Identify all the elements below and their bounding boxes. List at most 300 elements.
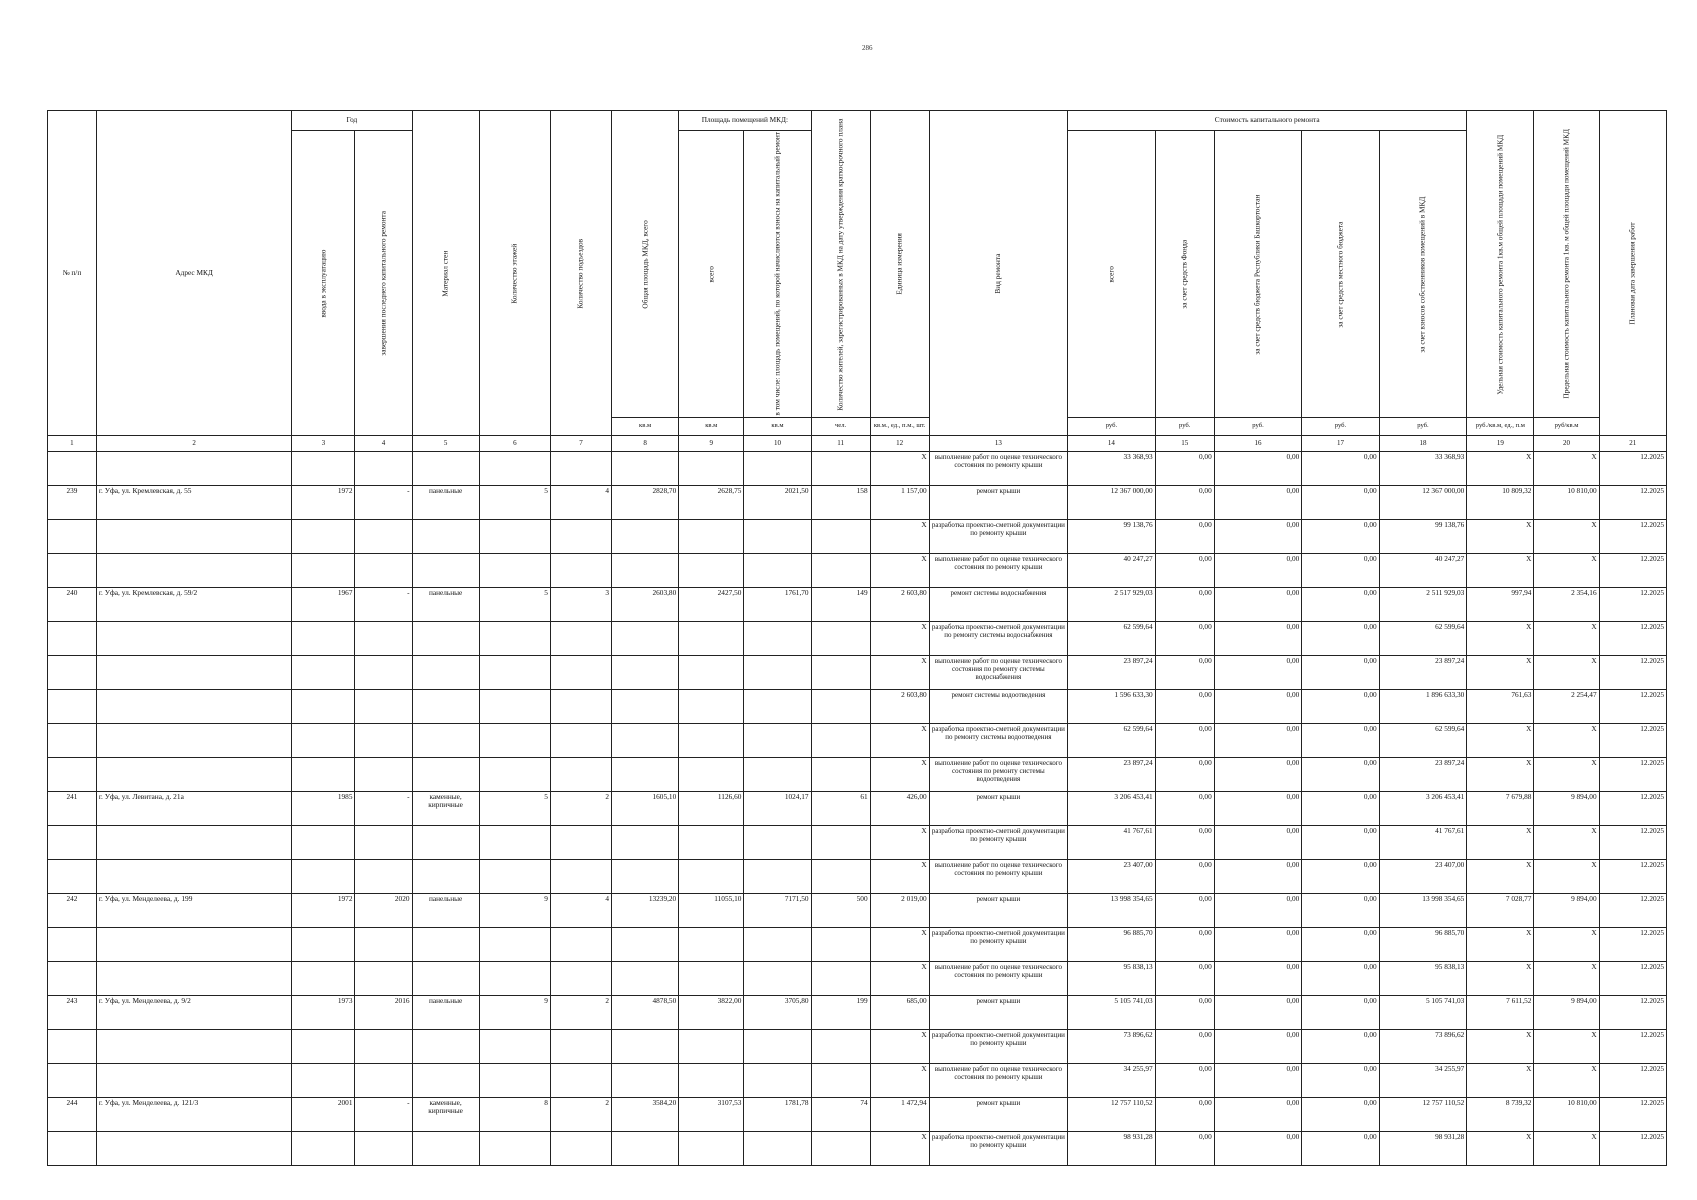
row-volume: 2 603,80	[870, 689, 929, 723]
row-residents-empty	[811, 1029, 870, 1063]
column-number: 12	[870, 435, 929, 451]
row-premises-all-empty	[679, 1063, 744, 1097]
row-cost-local: 0,00	[1302, 553, 1379, 587]
row-year-last-repair-empty	[355, 553, 412, 587]
column-number: 17	[1302, 435, 1379, 451]
row-max-cost: 9 894,00	[1534, 791, 1599, 825]
row-cost-owners: 41 767,61	[1379, 825, 1467, 859]
row-repair-type: ремонт системы водоотведения	[929, 689, 1067, 723]
row-cost-republic: 0,00	[1214, 961, 1302, 995]
row-cost-total: 62 599,64	[1068, 723, 1156, 757]
row-volume: 685,00	[870, 995, 929, 1029]
row-address-empty	[96, 553, 291, 587]
row-cost-local: 0,00	[1302, 859, 1379, 893]
row-entrances-empty	[550, 927, 611, 961]
row-floors-empty	[479, 1131, 550, 1165]
row-premises-living: 3705,80	[744, 995, 811, 1029]
row-repair-type: разработка проектно-сметной документации по ремонту крыши	[929, 1029, 1067, 1063]
row-floors: 5	[479, 791, 550, 825]
row-floors: 9	[479, 893, 550, 927]
row-floors: 8	[479, 1097, 550, 1131]
row-year-built: 1972	[292, 893, 355, 927]
unit-cost-owners: руб.	[1379, 417, 1467, 435]
row-entrances-empty	[550, 825, 611, 859]
row-volume: X	[870, 519, 929, 553]
column-number: 14	[1068, 435, 1156, 451]
row-year-last-repair: -	[355, 791, 412, 825]
header-year-built: ввода в эксплуатацию	[292, 131, 355, 436]
row-address-empty	[96, 927, 291, 961]
unit-total-area: кв.м	[612, 417, 679, 435]
row-cost-fund: 0,00	[1155, 689, 1214, 723]
row-wall-material-empty	[412, 655, 479, 689]
row-specific-cost: X	[1467, 451, 1534, 485]
row-cost-local: 0,00	[1302, 621, 1379, 655]
row-year-built-empty	[292, 655, 355, 689]
row-cost-total: 3 206 453,41	[1068, 791, 1156, 825]
row-specific-cost: X	[1467, 927, 1534, 961]
row-year-built-empty	[292, 961, 355, 995]
row-entrances-empty	[550, 1029, 611, 1063]
row-year-built: 1967	[292, 587, 355, 621]
row-cost-owners: 95 838,13	[1379, 961, 1467, 995]
row-year-last-repair-empty	[355, 519, 412, 553]
row-cost-owners: 5 105 741,03	[1379, 995, 1467, 1029]
row-total-area-empty	[612, 961, 679, 995]
row-total-area-empty	[612, 1131, 679, 1165]
unit-premises-living: кв.м	[744, 417, 811, 435]
row-cost-republic: 0,00	[1214, 1063, 1302, 1097]
row-cost-fund: 0,00	[1155, 1097, 1214, 1131]
column-number: 18	[1379, 435, 1467, 451]
row-specific-cost: X	[1467, 825, 1534, 859]
row-entrances-empty	[550, 723, 611, 757]
row-premises-living: 1024,17	[744, 791, 811, 825]
row-cost-republic: 0,00	[1214, 757, 1302, 791]
row-specific-cost: 761,63	[1467, 689, 1534, 723]
row-max-cost: X	[1534, 825, 1599, 859]
row-address-empty	[96, 451, 291, 485]
row-total-area-empty	[612, 1029, 679, 1063]
row-cost-fund: 0,00	[1155, 485, 1214, 519]
header-wall-material: Материал стен	[412, 111, 479, 436]
row-deadline: 12.2025	[1599, 451, 1666, 485]
row-year-built-empty	[292, 519, 355, 553]
row-total-area: 1605,10	[612, 791, 679, 825]
table-row	[48, 893, 1667, 927]
row-premises-all-empty	[679, 553, 744, 587]
row-specific-cost: X	[1467, 961, 1534, 995]
column-number: 13	[929, 435, 1067, 451]
row-year-last-repair-empty	[355, 621, 412, 655]
row-number-empty	[48, 825, 97, 859]
row-address-empty	[96, 621, 291, 655]
row-cost-republic: 0,00	[1214, 1097, 1302, 1131]
row-wall-material-empty	[412, 1029, 479, 1063]
row-cost-owners: 62 599,64	[1379, 723, 1467, 757]
row-premises-living-empty	[744, 689, 811, 723]
row-premises-living-empty	[744, 859, 811, 893]
row-number-empty	[48, 689, 97, 723]
row-max-cost: X	[1534, 621, 1599, 655]
row-specific-cost: 7 679,88	[1467, 791, 1534, 825]
row-volume: X	[870, 451, 929, 485]
row-cost-fund: 0,00	[1155, 1063, 1214, 1097]
row-residents-empty	[811, 553, 870, 587]
row-entrances: 2	[550, 995, 611, 1029]
row-volume: X	[870, 927, 929, 961]
row-cost-owners: 23 897,24	[1379, 655, 1467, 689]
row-cost-fund: 0,00	[1155, 519, 1214, 553]
row-premises-all-empty	[679, 927, 744, 961]
column-number: 20	[1534, 435, 1599, 451]
row-max-cost: 9 894,00	[1534, 893, 1599, 927]
row-floors-empty	[479, 553, 550, 587]
row-premises-living-empty	[744, 825, 811, 859]
row-cost-local: 0,00	[1302, 689, 1379, 723]
row-deadline: 12.2025	[1599, 1097, 1666, 1131]
row-cost-local: 0,00	[1302, 893, 1379, 927]
row-repair-type: ремонт крыши	[929, 1097, 1067, 1131]
row-cost-owners: 1 896 633,30	[1379, 689, 1467, 723]
column-number: 16	[1214, 435, 1302, 451]
row-wall-material-empty	[412, 689, 479, 723]
row-premises-living: 7171,50	[744, 893, 811, 927]
row-volume: X	[870, 723, 929, 757]
row-year-last-repair-empty	[355, 825, 412, 859]
column-number: 19	[1467, 435, 1534, 451]
row-residents-empty	[811, 451, 870, 485]
row-cost-fund: 0,00	[1155, 587, 1214, 621]
row-entrances: 2	[550, 791, 611, 825]
row-max-cost: 10 810,00	[1534, 1097, 1599, 1131]
row-floors: 5	[479, 587, 550, 621]
row-cost-fund: 0,00	[1155, 723, 1214, 757]
row-wall-material-empty	[412, 553, 479, 587]
row-specific-cost: X	[1467, 621, 1534, 655]
row-specific-cost: X	[1467, 1131, 1534, 1165]
row-premises-living-empty	[744, 621, 811, 655]
header-repair-type: Вид ремонта	[929, 111, 1067, 436]
row-number: 240	[48, 587, 97, 621]
header-floors: Количество этажей	[479, 111, 550, 436]
row-deadline: 12.2025	[1599, 621, 1666, 655]
row-cost-total: 23 407,00	[1068, 859, 1156, 893]
row-cost-local: 0,00	[1302, 587, 1379, 621]
row-total-area-empty	[612, 927, 679, 961]
row-year-last-repair-empty	[355, 655, 412, 689]
row-floors-empty	[479, 689, 550, 723]
table-row	[48, 1097, 1667, 1131]
row-entrances-empty	[550, 621, 611, 655]
row-total-area-empty	[612, 723, 679, 757]
row-year-last-repair-empty	[355, 689, 412, 723]
row-year-built: 2001	[292, 1097, 355, 1131]
row-wall-material-empty	[412, 723, 479, 757]
table-row	[48, 961, 1667, 995]
header-cost-owners: за счет взносов собственников помещений в МКД	[1379, 131, 1467, 418]
row-cost-total: 12 367 000,00	[1068, 485, 1156, 519]
row-max-cost: X	[1534, 859, 1599, 893]
header-premises-group: Площадь помещений МКД:	[679, 111, 811, 131]
row-premises-living-empty	[744, 1029, 811, 1063]
row-wall-material-empty	[412, 757, 479, 791]
row-volume: X	[870, 859, 929, 893]
row-max-cost: 10 810,00	[1534, 485, 1599, 519]
row-total-area-empty	[612, 825, 679, 859]
row-residents-empty	[811, 1131, 870, 1165]
table-row	[48, 825, 1667, 859]
row-cost-owners: 62 599,64	[1379, 621, 1467, 655]
row-premises-all: 3822,00	[679, 995, 744, 1029]
row-cost-fund: 0,00	[1155, 893, 1214, 927]
column-number: 5	[412, 435, 479, 451]
row-cost-fund: 0,00	[1155, 791, 1214, 825]
row-address-empty	[96, 1063, 291, 1097]
header-entrances: Количество подъездов	[550, 111, 611, 436]
row-wall-material-empty	[412, 451, 479, 485]
row-cost-fund: 0,00	[1155, 1029, 1214, 1063]
row-address-empty	[96, 757, 291, 791]
row-repair-type: разработка проектно-сметной документации по ремонту системы водоотведения	[929, 723, 1067, 757]
row-entrances: 2	[550, 1097, 611, 1131]
row-address-empty	[96, 519, 291, 553]
table-row	[48, 519, 1667, 553]
row-cost-republic: 0,00	[1214, 927, 1302, 961]
row-max-cost: X	[1534, 927, 1599, 961]
table-row	[48, 757, 1667, 791]
table-row	[48, 587, 1667, 621]
row-year-last-repair-empty	[355, 927, 412, 961]
header-address: Адрес МКД	[96, 111, 291, 436]
row-premises-all-empty	[679, 1131, 744, 1165]
row-address: г. Уфа, ул. Менделеева, д. 199	[96, 893, 291, 927]
row-year-built-empty	[292, 859, 355, 893]
header-year-group: Год	[292, 111, 412, 131]
row-premises-all: 1126,60	[679, 791, 744, 825]
row-year-built-empty	[292, 553, 355, 587]
row-address: г. Уфа, ул. Кремлевская, д. 59/2	[96, 587, 291, 621]
unit-volume: кв.м., ед., п.м., шт.	[870, 417, 929, 435]
row-cost-local: 0,00	[1302, 757, 1379, 791]
row-max-cost: X	[1534, 553, 1599, 587]
row-year-built-empty	[292, 757, 355, 791]
row-address-empty	[96, 825, 291, 859]
row-residents: 199	[811, 995, 870, 1029]
row-premises-all-empty	[679, 689, 744, 723]
unit-premises-all: кв.м	[679, 417, 744, 435]
row-cost-local: 0,00	[1302, 1097, 1379, 1131]
row-year-built-empty	[292, 825, 355, 859]
row-cost-republic: 0,00	[1214, 859, 1302, 893]
row-address-empty	[96, 1131, 291, 1165]
row-year-last-repair: -	[355, 587, 412, 621]
row-specific-cost: X	[1467, 757, 1534, 791]
row-number-empty	[48, 723, 97, 757]
table-row	[48, 485, 1667, 519]
row-total-area-empty	[612, 519, 679, 553]
row-cost-local: 0,00	[1302, 485, 1379, 519]
row-premises-living: 1761,70	[744, 587, 811, 621]
row-floors-empty	[479, 621, 550, 655]
row-specific-cost: X	[1467, 519, 1534, 553]
row-cost-local: 0,00	[1302, 723, 1379, 757]
row-number-empty	[48, 927, 97, 961]
header-total-area: Общая площадь МКД, всего	[612, 111, 679, 418]
header-premises-all: всего	[679, 131, 744, 418]
row-cost-total: 23 897,24	[1068, 757, 1156, 791]
row-residents: 61	[811, 791, 870, 825]
row-entrances-empty	[550, 757, 611, 791]
table-row	[48, 553, 1667, 587]
row-year-built: 1973	[292, 995, 355, 1029]
row-cost-fund: 0,00	[1155, 1131, 1214, 1165]
row-floors-empty	[479, 1029, 550, 1063]
column-number: 1	[48, 435, 97, 451]
row-max-cost: 2 354,16	[1534, 587, 1599, 621]
row-number-empty	[48, 1063, 97, 1097]
row-deadline: 12.2025	[1599, 893, 1666, 927]
row-deadline: 12.2025	[1599, 825, 1666, 859]
row-volume: X	[870, 1063, 929, 1097]
row-cost-total: 34 255,97	[1068, 1063, 1156, 1097]
row-deadline: 12.2025	[1599, 1063, 1666, 1097]
table-row	[48, 451, 1667, 485]
row-max-cost: X	[1534, 519, 1599, 553]
column-number: 3	[292, 435, 355, 451]
table-row	[48, 689, 1667, 723]
row-address-empty	[96, 655, 291, 689]
row-address-empty	[96, 689, 291, 723]
row-cost-total: 98 931,28	[1068, 1131, 1156, 1165]
unit-cost-local: руб.	[1302, 417, 1379, 435]
row-cost-fund: 0,00	[1155, 621, 1214, 655]
table-row	[48, 621, 1667, 655]
row-year-built-empty	[292, 1029, 355, 1063]
row-entrances-empty	[550, 655, 611, 689]
row-max-cost: X	[1534, 757, 1599, 791]
row-cost-total: 33 368,93	[1068, 451, 1156, 485]
row-total-area-empty	[612, 553, 679, 587]
row-repair-type: выполнение работ по оценке технического состояния по ремонту крыши	[929, 451, 1067, 485]
row-year-last-repair-empty	[355, 859, 412, 893]
row-cost-total: 73 896,62	[1068, 1029, 1156, 1063]
row-year-built: 1985	[292, 791, 355, 825]
row-cost-republic: 0,00	[1214, 451, 1302, 485]
row-year-built-empty	[292, 1131, 355, 1165]
row-total-area: 4878,50	[612, 995, 679, 1029]
row-cost-republic: 0,00	[1214, 723, 1302, 757]
row-entrances-empty	[550, 1131, 611, 1165]
page-number: 286	[862, 44, 873, 52]
row-cost-fund: 0,00	[1155, 927, 1214, 961]
row-total-area: 3584,20	[612, 1097, 679, 1131]
row-cost-republic: 0,00	[1214, 791, 1302, 825]
row-floors-empty	[479, 859, 550, 893]
table-row	[48, 1029, 1667, 1063]
row-year-last-repair: 2016	[355, 995, 412, 1029]
row-premises-living-empty	[744, 757, 811, 791]
row-premises-all-empty	[679, 859, 744, 893]
row-entrances-empty	[550, 519, 611, 553]
row-specific-cost: 997,94	[1467, 587, 1534, 621]
row-premises-all-empty	[679, 451, 744, 485]
row-residents-empty	[811, 655, 870, 689]
row-entrances-empty	[550, 961, 611, 995]
row-number-empty	[48, 1029, 97, 1063]
row-floors-empty	[479, 1063, 550, 1097]
unit-cost-republic: руб.	[1214, 417, 1302, 435]
row-cost-total: 13 998 354,65	[1068, 893, 1156, 927]
row-repair-type: выполнение работ по оценке технического состояния по ремонту крыши	[929, 553, 1067, 587]
table-row	[48, 655, 1667, 689]
row-repair-type: выполнение работ по оценке технического состояния по ремонту системы водоснабжения	[929, 655, 1067, 689]
row-cost-total: 40 247,27	[1068, 553, 1156, 587]
row-cost-total: 41 767,61	[1068, 825, 1156, 859]
row-floors-empty	[479, 927, 550, 961]
row-number: 244	[48, 1097, 97, 1131]
row-wall-material: панельные	[412, 995, 479, 1029]
table-row	[48, 859, 1667, 893]
row-residents: 74	[811, 1097, 870, 1131]
row-deadline: 12.2025	[1599, 587, 1666, 621]
row-residents-empty	[811, 689, 870, 723]
row-residents: 158	[811, 485, 870, 519]
row-wall-material-empty	[412, 621, 479, 655]
column-number: 9	[679, 435, 744, 451]
row-year-built-empty	[292, 723, 355, 757]
row-entrances: 4	[550, 485, 611, 519]
row-specific-cost: X	[1467, 655, 1534, 689]
row-number-empty	[48, 1131, 97, 1165]
row-floors-empty	[479, 757, 550, 791]
row-deadline: 12.2025	[1599, 723, 1666, 757]
row-max-cost: X	[1534, 1131, 1599, 1165]
row-cost-republic: 0,00	[1214, 1131, 1302, 1165]
row-deadline: 12.2025	[1599, 995, 1666, 1029]
row-address-empty	[96, 859, 291, 893]
row-repair-type: разработка проектно-сметной документации по ремонту системы водоснабжения	[929, 621, 1067, 655]
row-cost-republic: 0,00	[1214, 1029, 1302, 1063]
row-specific-cost: 7 611,52	[1467, 995, 1534, 1029]
row-max-cost: X	[1534, 1063, 1599, 1097]
repair-plan-table	[47, 110, 1667, 1166]
unit-specific-cost: руб./кв.м, ед., п.м	[1467, 417, 1534, 435]
row-premises-all: 2427,50	[679, 587, 744, 621]
row-deadline: 12.2025	[1599, 485, 1666, 519]
row-deadline: 12.2025	[1599, 1029, 1666, 1063]
row-number-empty	[48, 757, 97, 791]
row-repair-type: ремонт крыши	[929, 995, 1067, 1029]
row-year-built-empty	[292, 1063, 355, 1097]
row-entrances-empty	[550, 1063, 611, 1097]
row-repair-type: ремонт крыши	[929, 791, 1067, 825]
row-number: 242	[48, 893, 97, 927]
row-premises-all-empty	[679, 757, 744, 791]
row-premises-living-empty	[744, 451, 811, 485]
row-specific-cost: 8 739,32	[1467, 1097, 1534, 1131]
row-cost-local: 0,00	[1302, 519, 1379, 553]
row-cost-owners: 13 998 354,65	[1379, 893, 1467, 927]
row-year-last-repair-empty	[355, 1029, 412, 1063]
header-year-last-repair: завершения последнего капитального ремонта	[355, 131, 412, 436]
row-year-last-repair: -	[355, 1097, 412, 1131]
column-number: 11	[811, 435, 870, 451]
row-cost-republic: 0,00	[1214, 689, 1302, 723]
row-cost-local: 0,00	[1302, 927, 1379, 961]
row-premises-all: 2628,75	[679, 485, 744, 519]
row-number-empty	[48, 961, 97, 995]
